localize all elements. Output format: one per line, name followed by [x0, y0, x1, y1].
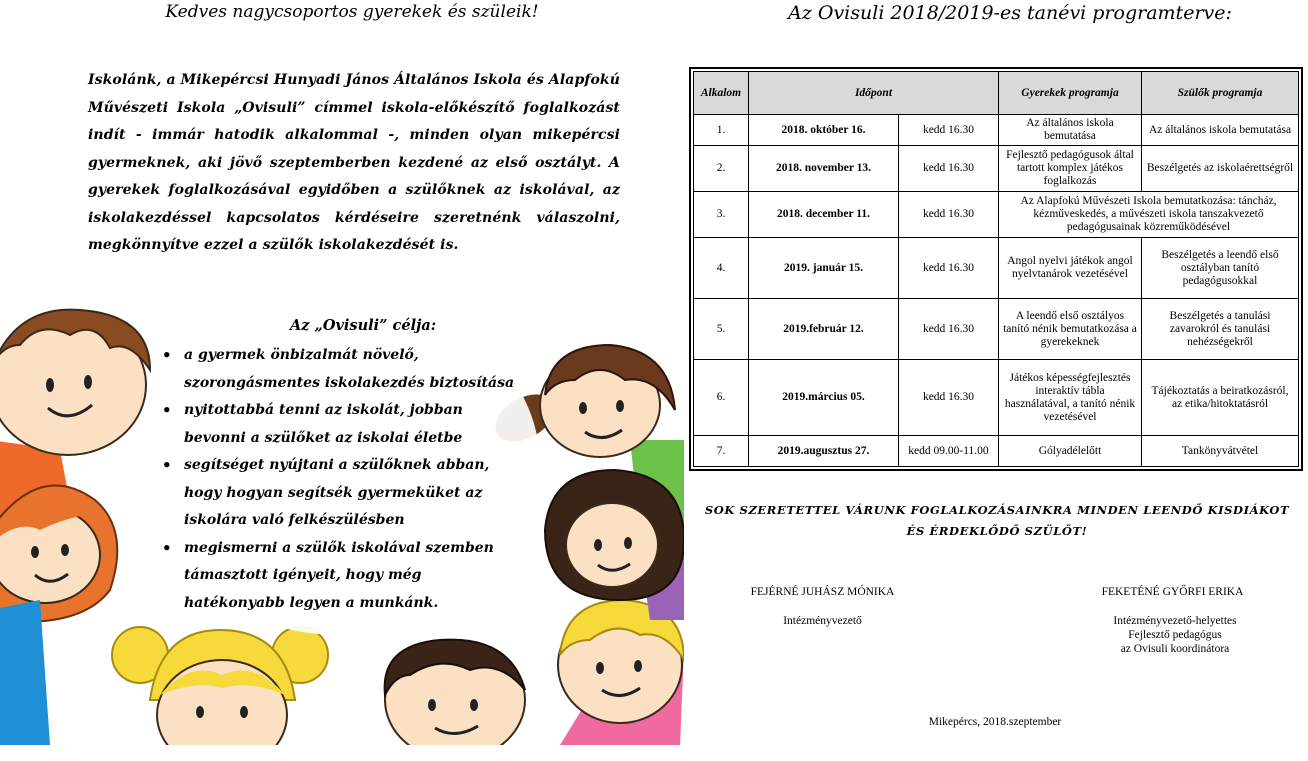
row-num: 5.	[694, 299, 749, 360]
goal-item: • a gyermek önbizalmát növelő, szorongásmentes iskolakezdés biztosítása	[160, 342, 520, 397]
table-row	[694, 115, 1299, 146]
intro-paragraph: Iskolánk, a Mikepércsi Hunyadi János Általános Iskola és Alapfokú Művészeti Iskola „Ovisuli” címmel iskola-előkészítő foglalkozást indít - immár hatodik alkalommal -, minden olyan mikepércsi gyermeknek, aki jövő szeptemberben kezdené az első osztályt. A gyerekek foglalkozásával egyidőben a szülőknek az iskolával, az iskolakezdéssel kapcsolatos kérdéseire szeretnénk válaszolni, megkönnyítve ezzel a szülők iskolakezdését is.	[88, 72, 620, 253]
row-merged-program: Az Alapfokú Művészeti Iskola bemutatkozása: táncház, kézműveskedés, a művészeti iskola tanszakvezető pedagógusainak közreműködésével	[999, 192, 1299, 238]
program-table-frame	[689, 67, 1303, 471]
child-boy-bottom-right	[558, 600, 684, 745]
goal-item: • megismerni a szülők iskolával szemben támasztott igényeit, hogy még hatékonyabb legyen a munkánk.	[160, 535, 520, 618]
row-date: 2019.február 12.	[749, 299, 899, 360]
header-szulok: Szülők programja	[1142, 72, 1299, 115]
goal-item: • segítséget nyújtani a szülőknek abban, hogy hogyan segítsék gyermeküket az iskolára való felkészülésben	[160, 452, 520, 535]
row-time: kedd 09.00-11.00	[899, 436, 999, 467]
row-num: 7.	[694, 436, 749, 467]
row-kids: Angol nyelvi játékok angol nyelvtanárok vezetésével	[999, 238, 1142, 299]
row-parents: Beszélgetés a tanulási zavarokról és tanulási nehézségekről	[1142, 299, 1299, 360]
row-date: 2019. január 15.	[749, 238, 899, 299]
row-parents: Tájékoztatás a beiratkozásról, az etika/hitoktatásról	[1142, 360, 1299, 436]
goals-title: Az „Ovisuli” célja:	[290, 317, 437, 334]
row-date: 2019.augusztus 27.	[749, 436, 899, 467]
row-parents: Beszélgetés a leendő első osztályban tanító pedagógusokkal	[1142, 238, 1299, 299]
row-num: 3.	[694, 192, 749, 238]
row-time: kedd 16.30	[899, 115, 999, 146]
child-girl-bottom	[112, 627, 328, 745]
left-page-title: Kedves nagycsoportos gyerekek és szüleik!	[165, 2, 539, 22]
signature-role-2: Intézményvezető-helyettes Fejlesztő pedagógus az Ovisuli koordinátora	[1113, 615, 1237, 655]
row-kids: Az általános iskola bemutatása	[999, 115, 1142, 146]
right-page-title: Az Ovisuli 2018/2019-es tanévi programterve:	[788, 2, 1232, 24]
row-parents: Az általános iskola bemutatása	[1142, 115, 1299, 146]
row-time: kedd 16.30	[899, 146, 999, 192]
header-alkalom: Alkalom	[694, 72, 749, 115]
table-row	[694, 299, 1299, 360]
row-time: kedd 16.30	[899, 299, 999, 360]
table-row	[694, 146, 1299, 192]
row-time: kedd 16.30	[899, 192, 999, 238]
row-kids: A leendő első osztályos tanító nénik bemutatkozása a gyerekeknek	[999, 299, 1142, 360]
closing-message: SOK SZERETETTEL VÁRUNK FOGLALKOZÁSAINKRA MINDEN LEENDŐ KISDIÁKOT ÉS ÉRDEKLŐDŐ SZÜLŐT!	[704, 503, 1290, 538]
row-date: 2018. október 16.	[749, 115, 899, 146]
row-parents: Beszélgetés az iskolaérettségről	[1142, 146, 1299, 192]
header-gyerekek: Gyerekek programja	[999, 72, 1142, 115]
goals-list	[160, 342, 520, 617]
row-kids: Játékos képességfejlesztés interaktív tábla használatával, a tanító nénik vezetésével	[999, 360, 1142, 436]
program-table	[693, 71, 1299, 467]
child-girl-left	[0, 485, 117, 745]
row-time: kedd 16.30	[899, 360, 999, 436]
table-row	[694, 192, 1299, 238]
row-num: 6.	[694, 360, 749, 436]
signature-name-1: FEJÉRNÉ JUHÁSZ MÓNIKA	[750, 586, 895, 598]
signature-role-1: Intézményvezető	[783, 615, 862, 627]
row-date: 2018. november 13.	[749, 146, 899, 192]
table-row	[694, 238, 1299, 299]
row-parents: Tankönyvátvétel	[1142, 436, 1299, 467]
row-num: 4.	[694, 238, 749, 299]
row-date: 2019.március 05.	[749, 360, 899, 436]
place-date: Mikepércs, 2018.szeptember	[928, 716, 1062, 728]
signature-name-2: FEKETÉNÉ GYŐRFI ERIKA	[1101, 586, 1244, 598]
goal-item: • nyitottabbá tenni az iskolát, jobban bevonni a szülőket az iskolai életbe	[160, 397, 520, 452]
row-time: kedd 16.30	[899, 238, 999, 299]
row-kids: Fejlesztő pedagógusok által tartott komplex játékos foglalkozás	[999, 146, 1142, 192]
table-row	[694, 360, 1299, 436]
table-row	[694, 436, 1299, 467]
row-date: 2018. december 11.	[749, 192, 899, 238]
row-num: 1.	[694, 115, 749, 146]
child-boy-bottom	[385, 640, 525, 745]
header-idopont: Időpont	[749, 72, 999, 115]
row-num: 2.	[694, 146, 749, 192]
child-girl-right-middle	[545, 470, 684, 620]
row-kids: Gólyadélelőtt	[999, 436, 1142, 467]
